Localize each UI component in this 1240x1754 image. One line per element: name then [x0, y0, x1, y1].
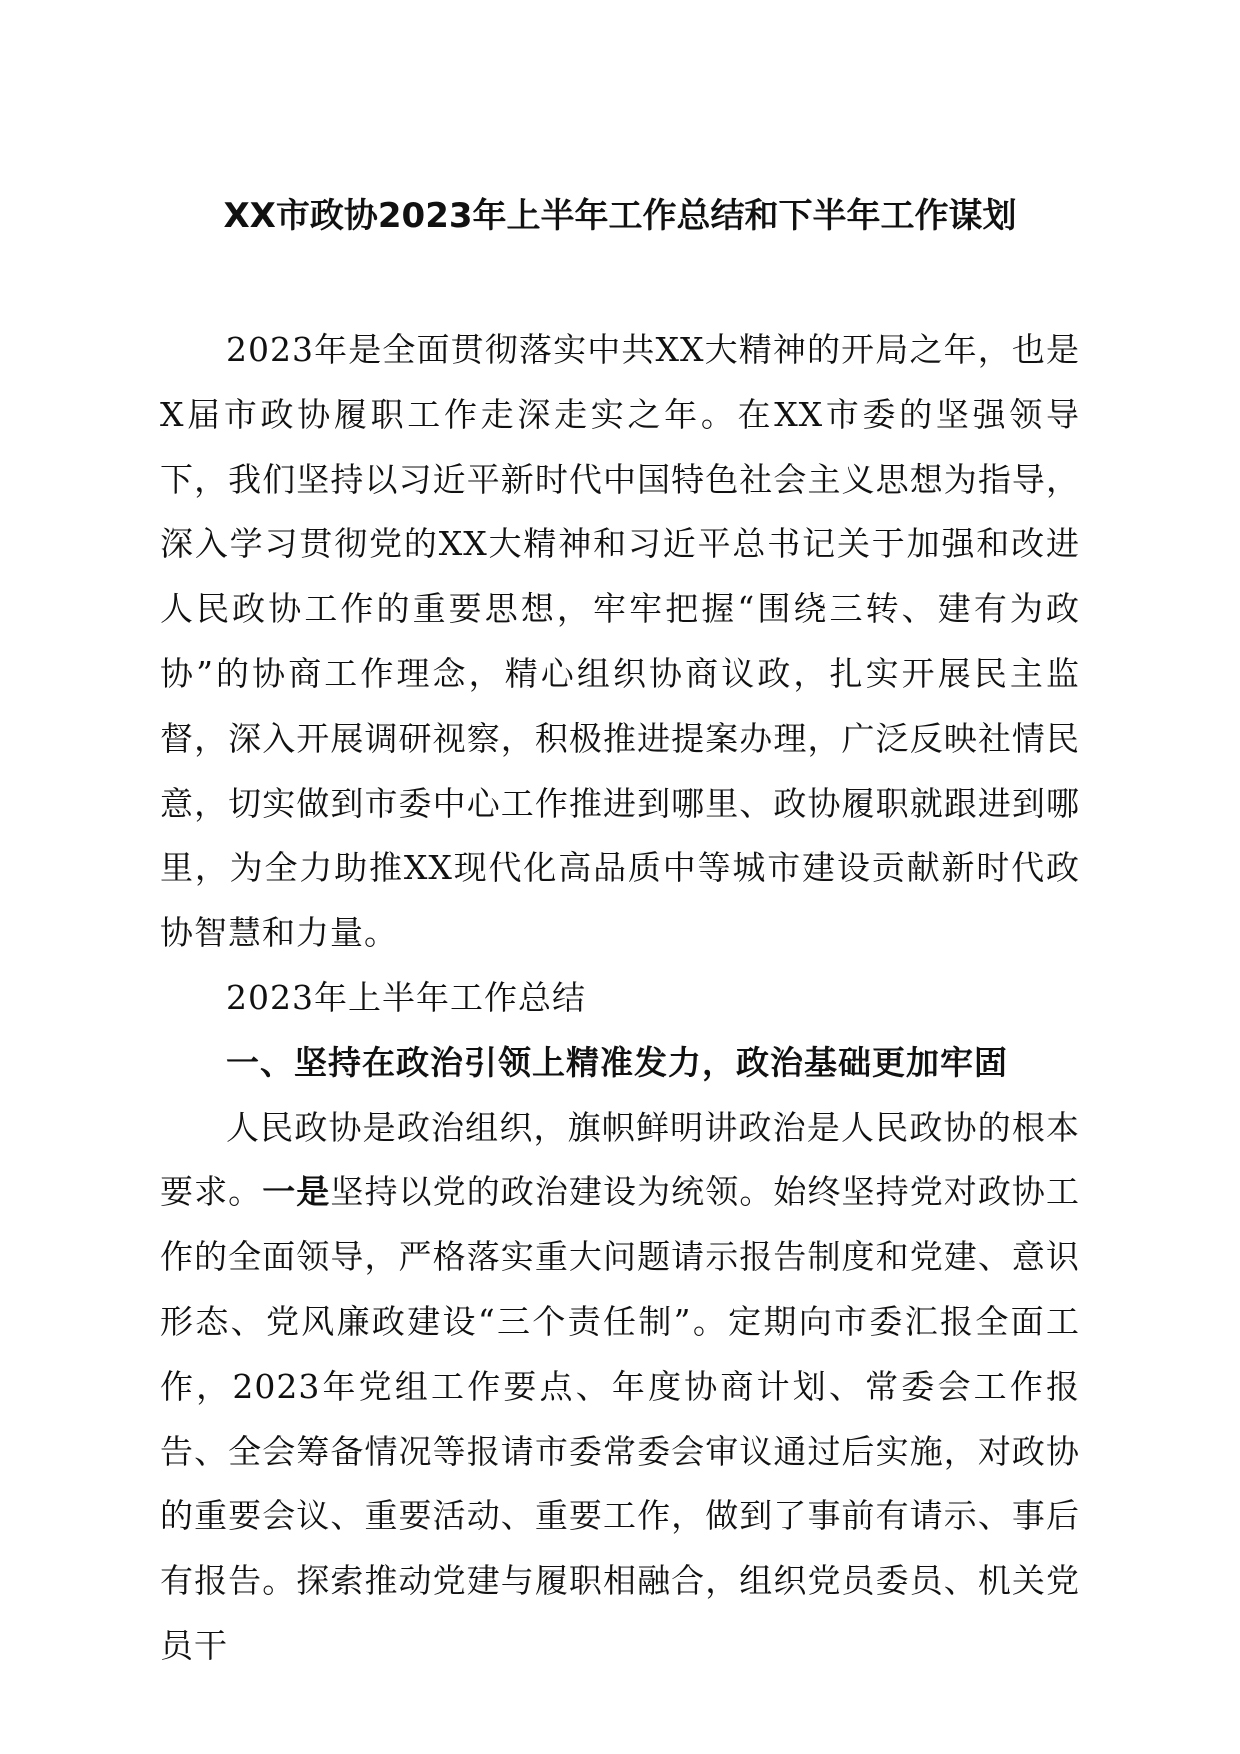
document-body — [160, 318, 1080, 1679]
section-one-paragraph — [160, 1096, 1080, 1679]
point-one-lead: 一是 — [262, 1172, 331, 1212]
document-title: XX市政协2023年上半年工作总结和下半年工作谋划 — [223, 196, 1017, 236]
section-one-paragraph-start: 人民政协是政治组织，旗帜鲜明讲政治是人民政协的根本要求。 — [160, 1107, 1080, 1212]
intro-paragraph: 2023年是全面贯彻落实中共XX大精神的开局之年，也是X届市政协履职工作走深走实之年。在XX市委的坚强领导下，我们坚持以习近平新时代中国特色社会主义思想为指导，深入学习贯彻党的XX大精神和习近平总书记关于加强和改进人民政协工作的重要思想，牢牢把握“围绕三转、建有为政协”的协商工作理念，精心组织协商议政，扎实开展民主监督，深入开展调研视察，积极推进提案办理，广泛反映社情民意，切实做到市委中心工作推进到哪里、政协履职就跟进到哪里，为全力助推XX现代化高品质中等城市建设贡献新时代政协智慧和力量。 — [160, 330, 1080, 953]
section-one-paragraph-rest: 坚持以党的政治建设为统领。始终坚持党对政协工作的全面领导，严格落实重大问题请示报告制度和党建、意识形态、党风廉政建设“三个责任制”。定期向市委汇报全面工作，2023年党组工作要点、年度协商计划、常委会工作报告、全会筹备情况等报请市委常委会审议通过后实施，对政协的重要会议、重要活动、重要工作，做到了事前有请示、事后有报告。探索推动党建与履职相融合，组织党员委员、机关党员干 — [160, 1172, 1081, 1665]
section-one-heading: 一、坚持在政治引领上精准发力，政治基础更加牢固 — [226, 1042, 1008, 1082]
summary-heading: 2023年上半年工作总结 — [226, 977, 586, 1017]
